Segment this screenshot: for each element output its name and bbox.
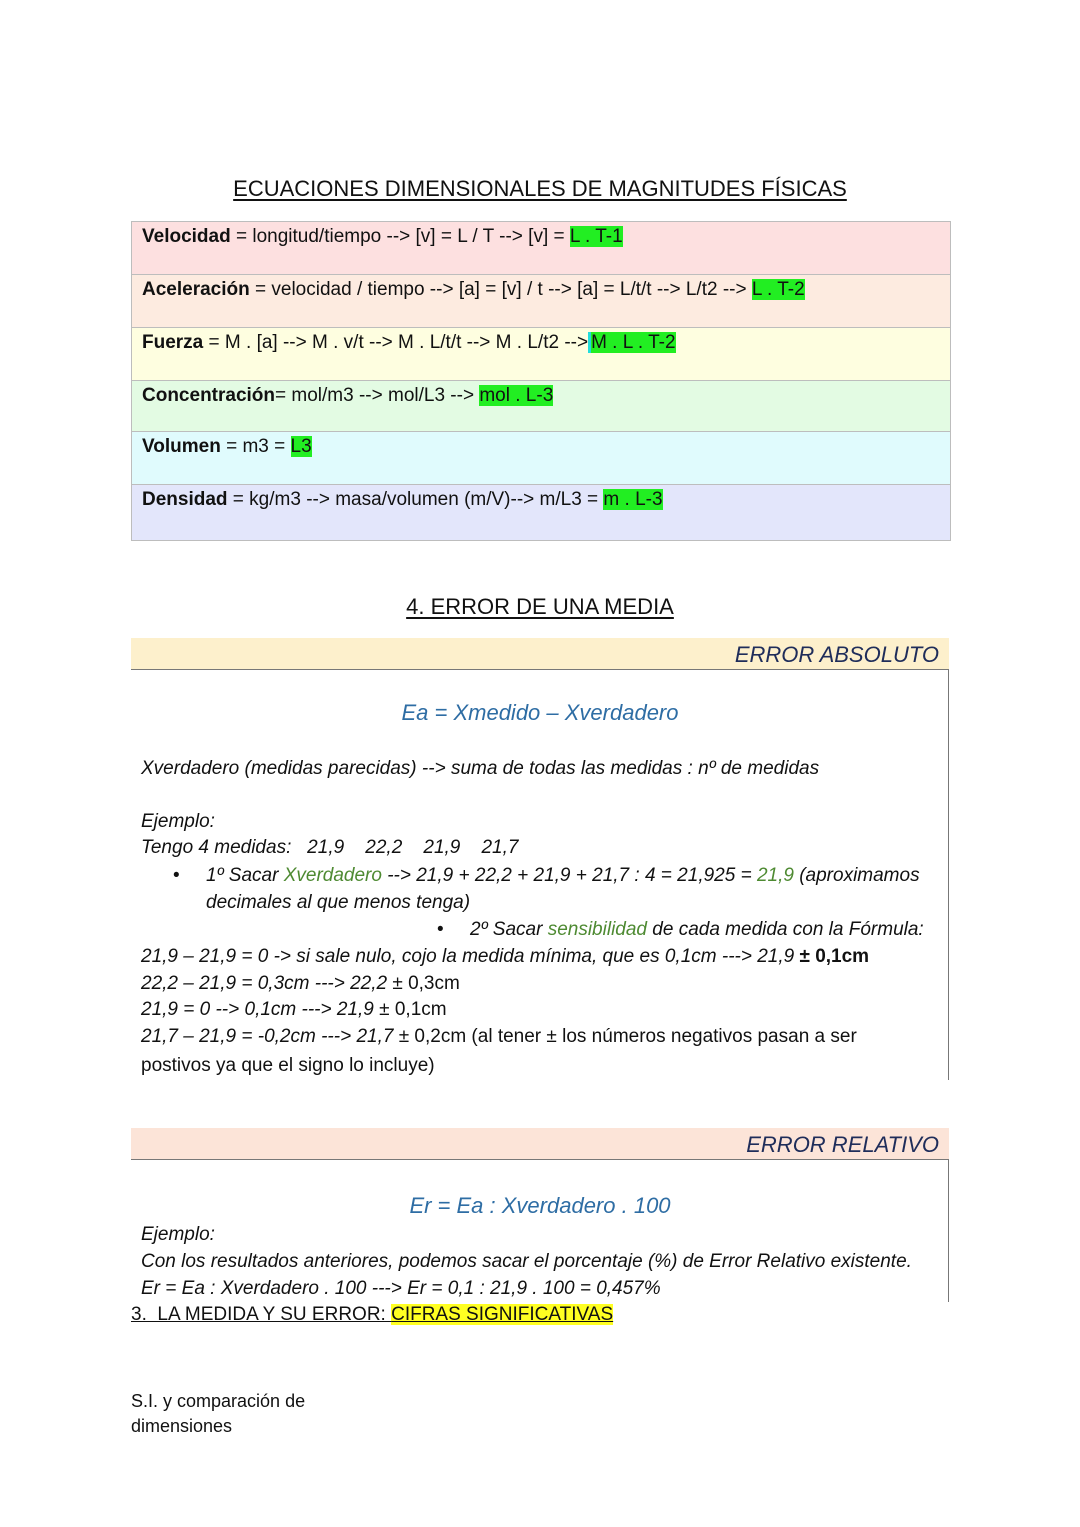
calc-line-4-cont: postivos ya que el signo lo incluye) bbox=[141, 1055, 435, 1076]
step-1-mid: --> 21,9 + 22,2 + 21,9 + 21,7 : 4 = 21,925 = bbox=[381, 865, 757, 886]
footer-note bbox=[131, 1389, 305, 1439]
example-label: Ejemplo: bbox=[141, 811, 215, 832]
step-2-pre: 2º Sacar bbox=[470, 919, 548, 940]
calc-1-text: 21,9 – 21,9 = 0 -> si sale nulo, cojo la medida mínima, que es 0,1cm ---> 21,9 bbox=[141, 946, 800, 967]
relative-line-1: Con los resultados anteriores, podemos sacar el porcentaje (%) de Error Relativo existente. bbox=[141, 1251, 912, 1272]
error-relativo-formula: Er = Ea : Xverdadero . 100 bbox=[409, 1193, 671, 1218]
dimensional-equations-table bbox=[131, 221, 951, 541]
step-1-pre: 1º Sacar bbox=[206, 865, 284, 886]
calc-2-text: 22,2 – 21,9 = 0,3cm ---> 22,2 bbox=[141, 973, 393, 994]
relative-example-label: Ejemplo: bbox=[141, 1224, 215, 1245]
row-label: Concentración bbox=[142, 385, 276, 406]
section-3-heading bbox=[131, 1304, 613, 1326]
calc-line-1 bbox=[141, 946, 869, 968]
row-text: = M . [a] --> M . v/t --> M . L/t/t --> M . L/t2 --> bbox=[203, 332, 589, 353]
row-label: Densidad bbox=[142, 489, 228, 510]
step-1-post: (aproximamos bbox=[793, 865, 920, 886]
step-1-xverdadero: Xverdadero bbox=[283, 865, 382, 886]
row-label: Fuerza bbox=[142, 332, 204, 353]
calc-1-result: ± 0,1cm bbox=[799, 946, 870, 967]
row-fuerza bbox=[132, 328, 950, 381]
row-label: Velocidad bbox=[142, 226, 231, 247]
section-3-highlight: CIFRAS SIGNIFICATIVAS bbox=[391, 1304, 614, 1325]
step-2 bbox=[437, 919, 924, 941]
row-text: = longitud/tiempo --> [v] = L / T --> [v] = bbox=[230, 226, 570, 247]
error-relativo-heading bbox=[131, 1128, 949, 1160]
row-result: M . L . T-2 bbox=[591, 332, 676, 353]
row-text: = m3 = bbox=[220, 436, 291, 457]
section-4-title-text: 4. ERROR DE UNA MEDIA bbox=[406, 594, 674, 619]
row-result: m . L-3 bbox=[603, 489, 663, 510]
row-volumen bbox=[132, 432, 950, 485]
section-4-title bbox=[0, 594, 1080, 620]
row-text: = mol/m3 --> mol/L3 --> bbox=[275, 385, 480, 406]
step-1-result: 21,9 bbox=[756, 865, 794, 886]
row-text: = velocidad / tiempo --> [a] = [v] / t --> [a] = L/t/t --> L/t2 --> bbox=[249, 279, 752, 300]
step-1-line-2: decimales al que menos tenga) bbox=[206, 892, 471, 913]
row-densidad bbox=[132, 485, 950, 540]
relative-line-2: Er = Ea : Xverdadero . 100 ---> Er = 0,1 : 21,9 . 100 = 0,457% bbox=[141, 1278, 661, 1299]
calc-line-3 bbox=[141, 999, 447, 1021]
calc-line-2 bbox=[141, 973, 460, 995]
bullet-icon: • bbox=[173, 865, 180, 886]
row-result: L . T-2 bbox=[751, 279, 805, 300]
page-title bbox=[0, 176, 1080, 202]
error-relativo-heading-text: ERROR RELATIVO bbox=[746, 1132, 939, 1157]
step-2-post: de cada medida con la Fórmula: bbox=[647, 919, 924, 940]
xverdadero-definition: Xverdadero (medidas parecidas) --> suma de todas las medidas : nº de medidas bbox=[141, 758, 820, 779]
page-title-text: ECUACIONES DIMENSIONALES DE MAGNITUDES FÍSICAS bbox=[233, 176, 847, 201]
error-absoluto-heading-text: ERROR ABSOLUTO bbox=[734, 642, 939, 667]
section-3-prefix: 3. LA MEDIDA Y SU ERROR: bbox=[131, 1304, 392, 1325]
calc-2-result: ± 0,3cm bbox=[392, 973, 460, 994]
calc-3-text: 21,9 = 0 --> 0,1cm ---> 21,9 bbox=[141, 999, 380, 1020]
calc-4-text: 21,7 – 21,9 = -0,2cm ---> 21,7 bbox=[141, 1026, 399, 1047]
row-result: L3 bbox=[290, 436, 312, 457]
row-label: Volumen bbox=[142, 436, 221, 457]
step-1 bbox=[173, 865, 920, 887]
step-2-sensibilidad: sensibilidad bbox=[547, 919, 647, 940]
measures-line: Tengo 4 medidas: 21,9 22,2 21,9 21,7 bbox=[141, 837, 519, 858]
calc-4-result: ± 0,2cm (al tener ± los números negativos pasan a ser bbox=[398, 1026, 857, 1047]
row-label: Aceleración bbox=[142, 279, 250, 300]
bullet-icon: • bbox=[437, 919, 444, 940]
calc-3-result: ± 0,1cm bbox=[379, 999, 447, 1020]
row-aceleracion bbox=[132, 275, 950, 328]
row-result: L . T-1 bbox=[569, 226, 623, 247]
row-velocidad bbox=[132, 222, 950, 275]
error-absoluto-heading bbox=[131, 638, 949, 670]
calc-line-4 bbox=[141, 1026, 857, 1048]
error-absoluto-formula: Ea = Xmedido – Xverdadero bbox=[401, 700, 679, 725]
footer-line-2: dimensiones bbox=[131, 1416, 233, 1436]
row-result: mol . L-3 bbox=[479, 385, 554, 406]
row-concentracion bbox=[132, 381, 950, 432]
row-text: = kg/m3 --> masa/volumen (m/V)--> m/L3 = bbox=[227, 489, 604, 510]
footer-line-1: S.I. y comparación de bbox=[131, 1391, 306, 1411]
